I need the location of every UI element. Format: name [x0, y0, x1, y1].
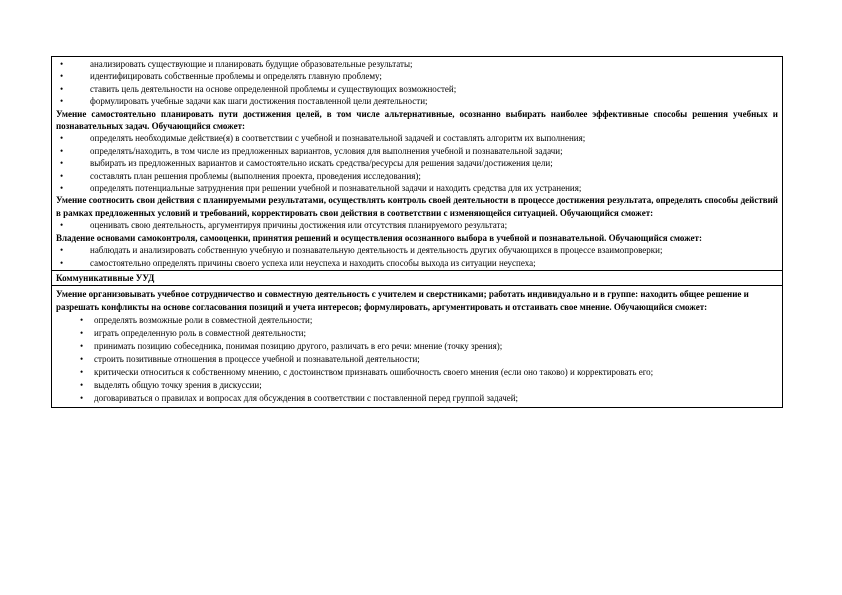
list-item: • наблюдать и анализировать собственную учебную и познавательную деятельность и деятельность других обучающихся в процессе взаимопроверки;	[56, 244, 778, 256]
content-table	[51, 56, 783, 408]
list-item: • договариваться о правилах и вопросах для обсуждения в соответствии с поставленной перед группой задачей;	[56, 392, 778, 405]
list-item: • строить позитивные отношения в процессе учебной и познавательной деятельности;	[56, 353, 778, 366]
list-item: • определять/находить, в том числе из предложенных вариантов, условия для выполнения учебной и познавательной задачи;	[56, 145, 778, 157]
list-item: • анализировать существующие и планировать будущие образовательные результаты;	[56, 58, 778, 70]
list-item: • самостоятельно определять причины своего успеха или неуспеха и находить способы выхода из ситуации неуспеха;	[56, 257, 778, 269]
list-item: • формулировать учебные задачи как шаги достижения поставленной цели деятельности;	[56, 95, 778, 107]
list-item: • определять потенциальные затруднения при решении учебной и познавательной задачи и находить средства для их устранения;	[56, 182, 778, 194]
list-item: • принимать позицию собеседника, понимая позицию другого, различать в его речи: мнение (точку зрения);	[56, 340, 778, 353]
skill-paragraph: Умение соотносить свои действия с планируемыми результатами, осуществлять контроль своей деятельности в процессе достижения результата, определять способы действий в рамках предложенных условий и требований, корректировать свои действия в соответствии с изменяющейся ситуацией. Обучающийся сможет:	[56, 195, 778, 218]
list-item: • критически относиться к собственному мнению, с достоинством признавать ошибочность своего мнения (если оно таково) и корректировать его;	[56, 366, 778, 379]
list-item: • определять необходимые действие(я) в соответствии с учебной и познавательной задачей и составлять алгоритм их выполнения;	[56, 132, 778, 144]
skill-paragraph: Умение самостоятельно планировать пути достижения целей, в том числе альтернативные, осознанно выбирать наиболее эффективные способы решения учебных и познавательных задач. Обучающийся сможет:	[56, 108, 778, 132]
list-item: • составлять план решения проблемы (выполнения проекта, проведения исследования);	[56, 170, 778, 182]
list-item: • оценивать свою деятельность, аргументируя причины достижения или отсутствия планируемого результата;	[56, 219, 778, 231]
list-item: • ставить цель деятельности на основе определенной проблемы и существующих возможностей;	[56, 83, 778, 95]
skill-paragraph: Умение организовывать учебное сотрудничество и совместную деятельность с учителем и сверстниками; работать индивидуально и в группе: находить общее решение и разрешать конфликты на основе согласования позиций и учета интересов; формулировать, аргументировать и отстаивать свое мнение. Обучающийся сможет:	[56, 289, 749, 313]
list-item: • играть определенную роль в совместной деятельности;	[56, 327, 778, 340]
list-item: • выбирать из предложенных вариантов и самостоятельно искать средства/ресурсы для решения задачи/достижения цели;	[56, 157, 778, 169]
regulatory-cell	[52, 57, 782, 270]
communicative-cell	[52, 285, 782, 407]
list-item: • определять возможные роли в совместной деятельности;	[56, 314, 778, 327]
skill-paragraph: Владение основами самоконтроля, самооценки, принятия решений и осуществления осознанного выбора в учебной и познавательной. Обучающийся сможет:	[56, 232, 702, 243]
list-item: • идентифицировать собственные проблемы и определять главную проблему;	[56, 70, 778, 82]
section-heading: Коммуникативные УУД	[52, 270, 782, 285]
list-item: • выделять общую точку зрения в дискуссии;	[56, 379, 778, 392]
